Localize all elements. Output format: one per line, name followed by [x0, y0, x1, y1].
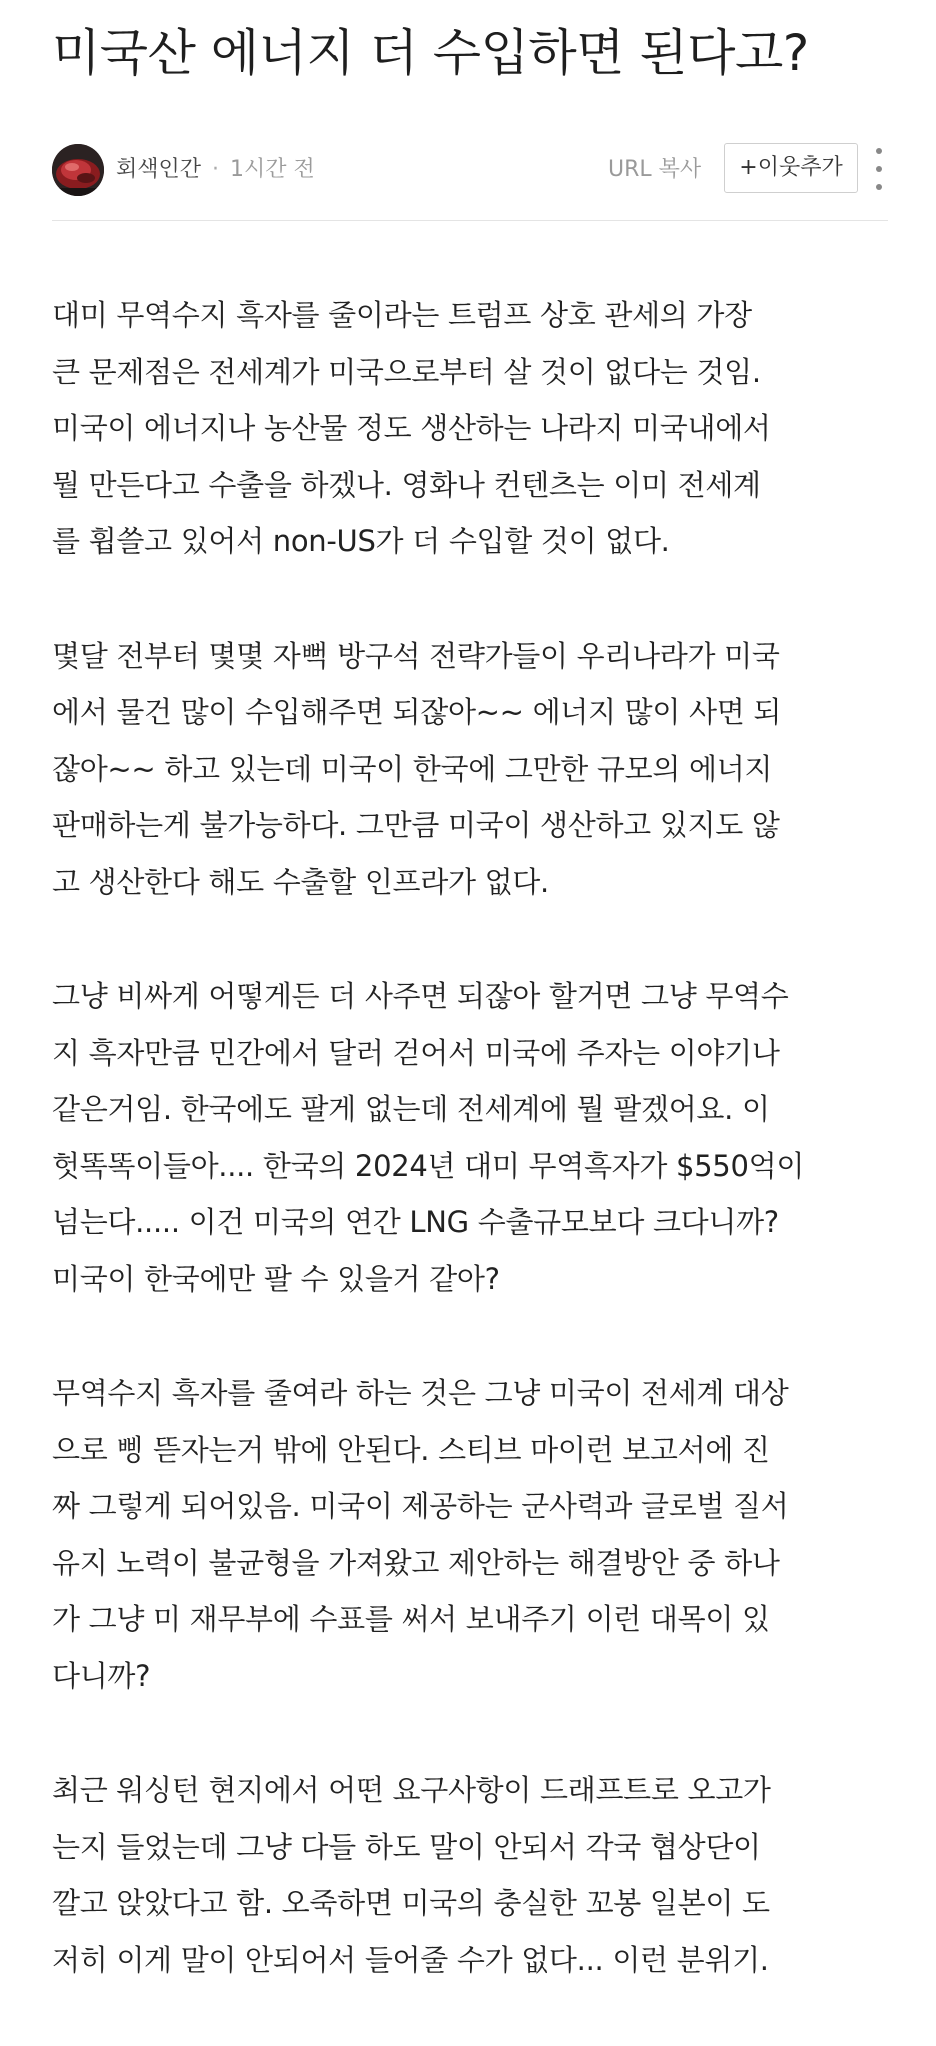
text-line: 에서 물건 많이 수입해주면 되잖아~~ 에너지 많이 사면 되	[52, 695, 782, 729]
text-line: 넘는다..... 이건 미국의 연간 LNG 수출규모보다 크다니까?	[52, 1205, 779, 1239]
avatar-image	[52, 144, 104, 196]
text-line: 헛똑똑이들아.... 한국의 2024년 대미 무역흑자가 $550억이	[52, 1148, 805, 1183]
paragraph	[52, 968, 888, 1307]
paragraph	[52, 1762, 888, 1988]
ellipsis-dot	[876, 184, 882, 190]
text-line: 큰 문제점은 전세계가 미국으로부터 살 것이 없다는 것임.	[52, 354, 761, 389]
vertical-ellipsis-icon[interactable]	[870, 148, 888, 190]
author-avatar[interactable]	[52, 144, 104, 196]
text-line: 최근 워싱턴 현지에서 어떤 요구사항이 드래프트로 오고가	[52, 1773, 771, 1807]
text-line: 미국이 한국에만 팔 수 있을거 같아?	[52, 1261, 500, 1296]
text-line: 는지 들었는데 그냥 다들 하도 말이 안되서 각국 협상단이	[52, 1829, 761, 1864]
text-line: 몇달 전부터 몇몇 자뻑 방구석 전략가들이 우리나라가 미국	[52, 638, 780, 673]
text-line: 같은거임. 한국에도 팔게 없는데 전세계에 뭘 팔겠어요. 이	[52, 1092, 770, 1126]
paragraph	[52, 1365, 888, 1704]
author-name[interactable]: 회색인간	[116, 157, 202, 182]
text-line: 깔고 앉았다고 함. 오죽하면 미국의 충실한 꼬봉 일본이 도	[52, 1886, 770, 1920]
paragraph	[52, 628, 888, 911]
text-line: 다니까?	[52, 1658, 151, 1693]
text-line: 그냥 비싸게 어떻게든 더 사주면 되잖아 할거면 그냥 무역수	[52, 979, 789, 1013]
paragraph	[52, 287, 888, 570]
text-line: 미국이 에너지나 농산물 정도 생산하는 나라지 미국내에서	[52, 411, 771, 445]
text-line: 뭘 만든다고 수출을 하겠나. 영화나 컨텐츠는 이미 전세계	[52, 467, 761, 502]
text-line: 판매하는게 불가능하다. 그만큼 미국이 생산하고 있지도 않	[52, 808, 780, 842]
ellipsis-dot	[876, 148, 882, 154]
text-line: 가 그냥 미 재무부에 수표를 써서 보내주기 이런 대목이 있	[52, 1602, 770, 1636]
text-line: 를 휩쓸고 있어서 non-US가 더 수입할 것이 없다.	[52, 524, 670, 558]
text-line: 으로 삥 뜯자는거 밖에 안된다. 스티브 마이런 보고서에 진	[52, 1432, 770, 1467]
post-body	[52, 287, 888, 1988]
ellipsis-dot	[876, 166, 882, 172]
post-container	[52, 0, 888, 2046]
url-copy-button[interactable]: URL 복사	[608, 157, 702, 182]
header-divider	[52, 220, 888, 221]
text-line: 저히 이게 말이 안되어서 들어줄 수가 없다... 이런 분위기.	[52, 1942, 769, 1977]
text-line: 고 생산한다 해도 수출할 인프라가 없다.	[52, 864, 549, 899]
text-line: 무역수지 흑자를 줄여라 하는 것은 그냥 미국이 전세계 대상	[52, 1376, 789, 1410]
post-time: 1시간 전	[230, 157, 315, 182]
text-line: 대미 무역수지 흑자를 줄이라는 트럼프 상호 관세의 가장	[52, 298, 752, 332]
text-line: 지 흑자만큼 민간에서 달러 걷어서 미국에 주자는 이야기나	[52, 1035, 780, 1070]
post-meta-bar	[52, 142, 888, 198]
post-title: 미국산 에너지 더 수입하면 된다고?	[52, 24, 809, 82]
add-neighbor-button[interactable]: +이웃추가	[724, 143, 858, 193]
author-info	[116, 156, 315, 184]
text-line: 잖아~~ 하고 있는데 미국이 한국에 그만한 규모의 에너지	[52, 751, 773, 786]
text-line: 짜 그렇게 되어있음. 미국이 제공하는 군사력과 글로벌 질서	[52, 1489, 789, 1523]
text-line: 유지 노력이 불균형을 가져왔고 제안하는 해결방안 중 하나	[52, 1545, 780, 1580]
meta-separator: ·	[212, 157, 220, 182]
